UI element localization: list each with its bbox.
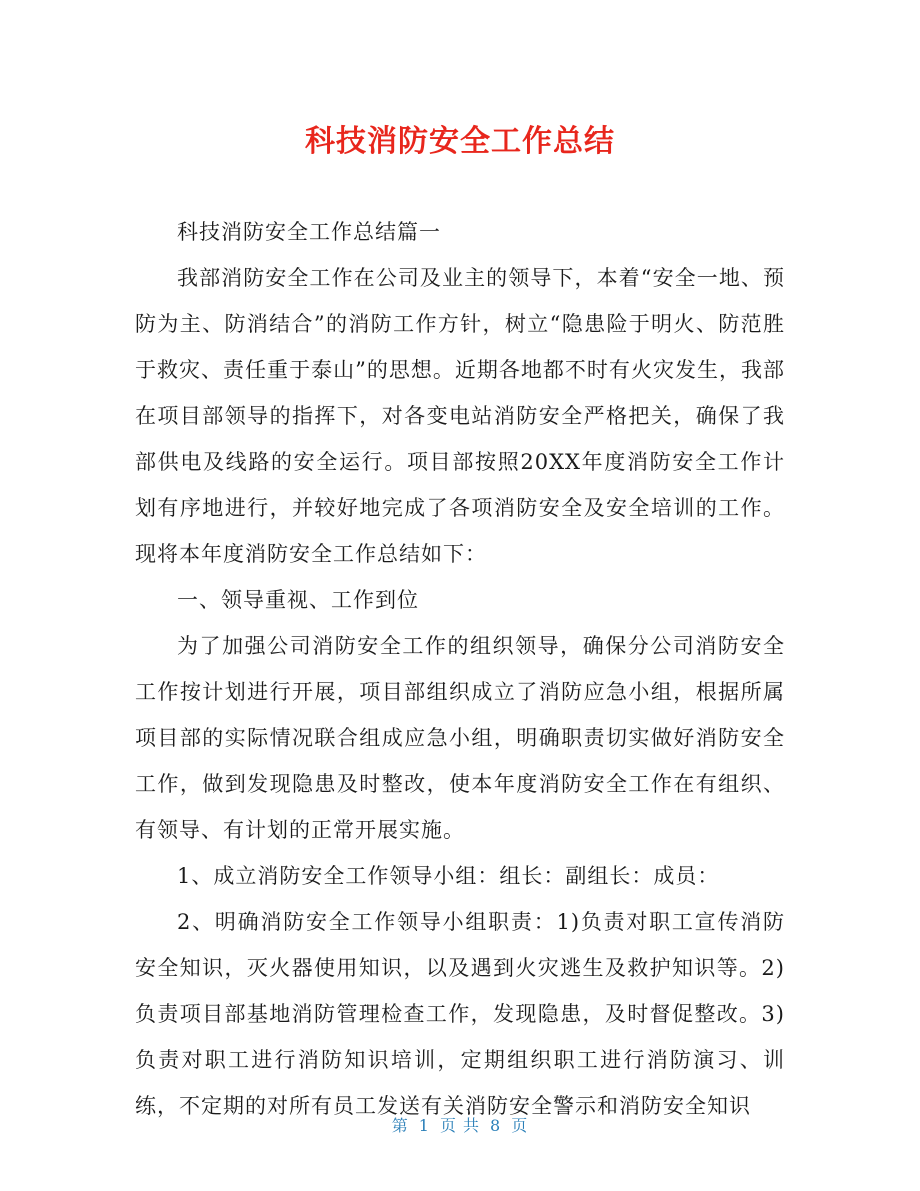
footer-label-page: 第: [391, 1116, 409, 1135]
section-heading: 科技消防安全工作总结篇一: [177, 220, 441, 244]
page-footer: [0, 1113, 920, 1136]
subsection-heading: 一、领导重视、工作到位: [177, 588, 419, 612]
paragraph: 我部消防安全工作在公司及业主的领导下，本着“安全一地、预防为主、防消结合”的消防工作方针，树立“隐患险于明火、防范胜于救灾、责任重于泰山”的思想。近期各地都不时有火灾发生，我部在项目部领导的指挥下，对各变电站消防安全严格把关，确保了我部供电及线路的安全运行。项目部按照20XX年度消防安全工作计划有序地进行，并较好地完成了各项消防安全及安全培训的工作。现将本年度消防安全工作总结如下：: [135, 266, 785, 566]
list-item: 2、明确消防安全工作领导小组职责：1)负责对职工宣传消防安全知识，灭火器使用知识，以及遇到火灾逃生及救护知识等。2)负责项目部基地消防管理检查工作，发现隐患，及时督促整改。3)负责对职工进行消防知识培训，定期组织职工进行消防演习、训练，不定期的对所有员工发送有关消防安全警示和消防安全知识: [135, 910, 785, 1118]
document-title: 科技消防安全工作总结: [305, 124, 615, 159]
footer-label-end: 页: [511, 1116, 529, 1135]
footer-current-page: 1: [418, 1116, 430, 1135]
list-item: 1、成立消防安全工作领导小组：组长：副组长：成员：: [177, 864, 720, 888]
document-body: [135, 209, 785, 1129]
paragraph: 为了加强公司消防安全工作的组织领导，确保分公司消防安全工作按计划进行开展，项目部组织成立了消防应急小组，根据所属项目部的实际情况联合组成应急小组，明确职责切实做好消防安全工作，做到发现隐患及时整改，使本年度消防安全工作在有组织、有领导、有计划的正常开展实施。: [135, 634, 785, 842]
footer-label-of: 页 共: [439, 1116, 481, 1135]
footer-total-pages: 8: [490, 1116, 502, 1135]
